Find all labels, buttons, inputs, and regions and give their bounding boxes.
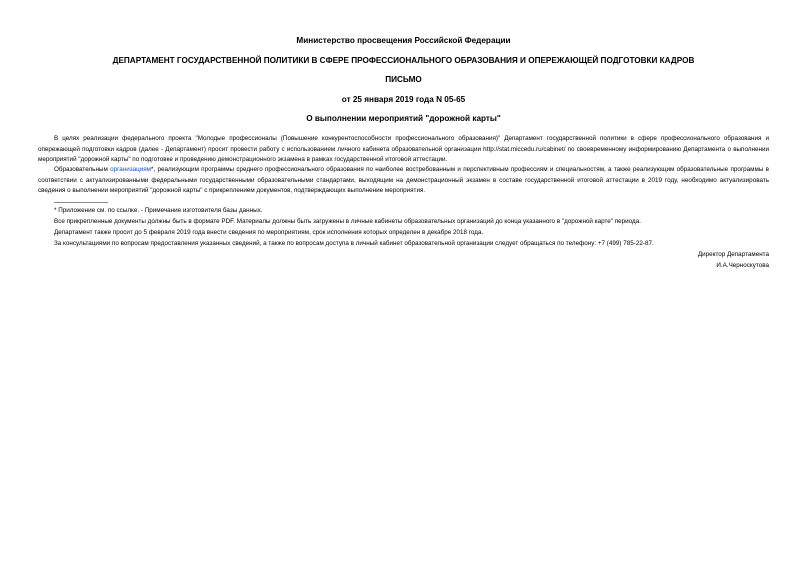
date-number-heading: от 25 января 2019 года N 05-65 [341,95,466,104]
subject-heading: О выполнении мероприятий "дорожной карты" [306,114,501,123]
body-line-deadline: Департамент также просит до 5 февраля 2019 года внести сведения по мероприятиям, срок исполнения которых определен в декабре 2018 года. [54,229,484,236]
ministry-heading: Министерство просвещения Российской Федерации [296,36,511,45]
body-line-contacts: За консультациями по вопросам предоставления указанных сведений, а также по вопросам доступа в личный кабинет образовательной организации следует обращаться по телефону: +7 (499) 785-22-87. [54,240,654,247]
paragraph-2-rest: *, реализующим программы среднего профессионального образования по наиболее востребованным и перспективным профессиям и специальностям, а также реализующим образовательные программы в соответствии с актуализированными федеральными государственными образовательными стандартами, выходящим на демонстрационный экзамен в составе государственной итоговой аттестации в 2019 году, необходимо актуализировать сведения о выполнении мероприятий "дорожной карты" с прикреплением документов, подтверждающих выполнение мероприятия. [38,166,769,195]
footnote-divider [54,202,108,203]
body-paragraph-1: В целях реализации федерального проекта "Молодые профессионалы (Повышение конкурентоспособности профессионального образования)" Департамент государственной политики в сфере профессионального образования и опережающей подготовки кадров (далее - Департамент) просит провести работу с использованием личного кабинета образовательной организации http://stat.miccedu.ru/cabinet/ по своевременному информированию Департамента о выполнении мероприятий "дорожной карты" по подготовке и проведению демонстрационного экзамена в рамках государственной итоговой аттестации. [38,135,769,164]
footnote-text: * Приложение см. по ссылке. - Примечание изготовителя базы данных. [54,207,263,214]
body-paragraph-2 [38,165,769,197]
signature-name: И.А.Черноскутова [716,262,769,269]
document-type-heading: ПИСЬМО [385,75,422,84]
body-line-pdf-requirement: Все прикрепленные документы должны быть в формате PDF. Материалы должны быть загружены в личные кабинеты образовательных организаций до конца указанного в "дорожной карте" периода. [54,218,641,225]
organizations-link[interactable]: организациям [110,166,151,173]
signature-position: Директор Департамента [697,251,769,258]
department-heading: ДЕПАРТАМЕНТ ГОСУДАРСТВЕННОЙ ПОЛИТИКИ В СФЕРЕ ПРОФЕССИОНАЛЬНОГО ОБРАЗОВАНИЯ И ОПЕРЕЖАЮЩЕЙ ПОДГОТОВКИ КАДРОВ [112,56,695,65]
paragraph-2-start: Образовательным [54,166,111,173]
